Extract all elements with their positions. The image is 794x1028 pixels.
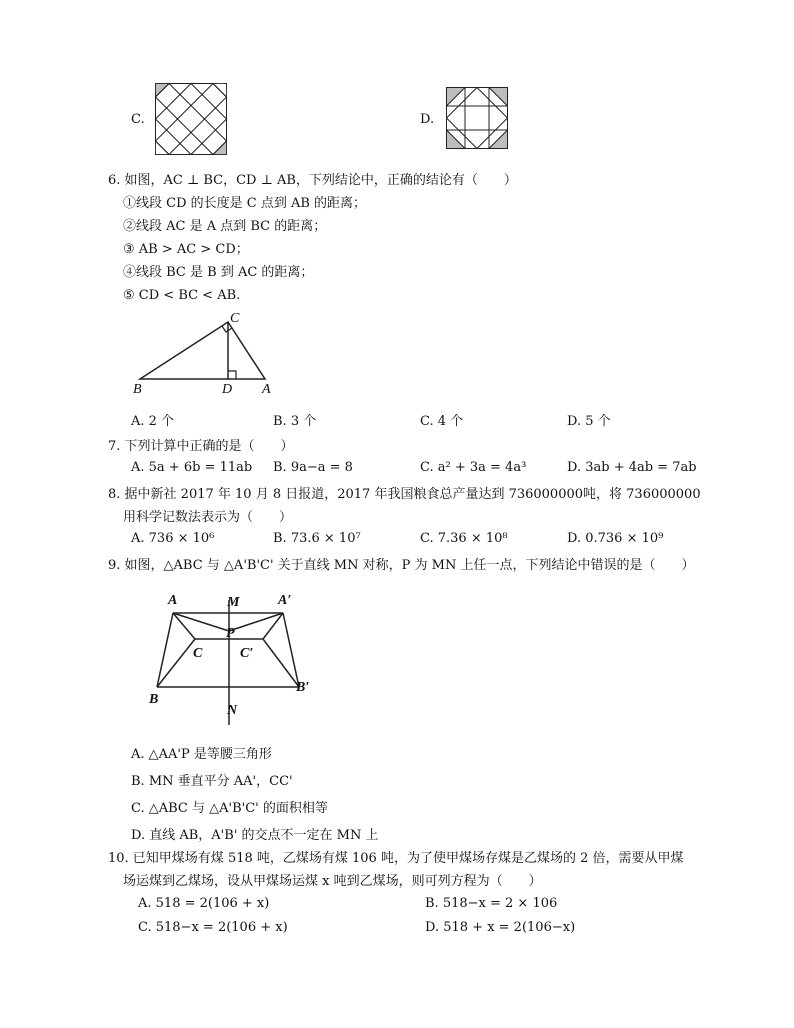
q10-option-d: D. 518 + x = 2(106−x) — [425, 920, 576, 935]
q9-option-d: D. 直线 AB，A'B' 的交点不一定在 MN 上 — [131, 828, 379, 843]
q9-label-m: M — [227, 595, 240, 610]
q5-option-d-label: D. — [420, 112, 435, 127]
q6-stem: 6. 如图，AC ⊥ BC，CD ⊥ AB，下列结论中，正确的结论有（ ） — [108, 173, 517, 188]
q8-stem-line1: 8. 据中新社 2017 年 10 月 8 日报道，2017 年我国粮食总产量达到 736000000吨，将 736000000 — [108, 487, 701, 502]
q9-label-c: C — [193, 646, 203, 661]
q7-option-d: D. 3ab + 4ab = 7ab — [567, 460, 697, 475]
q9-label-a: A — [168, 593, 178, 608]
q6-statement-5: ⑤ CD < BC < AB. — [123, 288, 241, 303]
q6-option-a: A. 2 个 — [131, 414, 175, 429]
q7-option-b: B. 9a−a = 8 — [273, 460, 353, 475]
q6-option-c: C. 4 个 — [420, 414, 464, 429]
q9-label-b-prime: B′ — [296, 680, 310, 695]
q10-option-b: B. 518−x = 2 × 106 — [425, 896, 558, 911]
q9-option-c: C. △ABC 与 △A'B'C' 的面积相等 — [131, 801, 328, 816]
q5-option-c-figure — [155, 83, 227, 155]
q8-stem-line2: 用科学记数法表示为（ ） — [123, 510, 293, 525]
q10-stem-line1: 10. 已知甲煤场有煤 518 吨，乙煤场有煤 106 吨，为了使甲煤场存煤是乙煤场的 2 倍，需要从甲煤 — [108, 851, 684, 866]
q9-stem: 9. 如图，△ABC 与 △A'B'C' 关于直线 MN 对称，P 为 MN 上任一点，下列结论中错误的是（ ） — [108, 558, 695, 573]
q8-option-c: C. 7.36 × 10⁸ — [420, 531, 508, 546]
q6-label-d: D — [222, 382, 233, 397]
q9-label-c-prime: C′ — [240, 646, 254, 661]
q9-label-a-prime: A′ — [278, 593, 292, 608]
q9-label-p: P — [226, 626, 235, 641]
q10-stem-line2: 场运煤到乙煤场，设从甲煤场运煤 x 吨到乙煤场，则可列方程为（ ） — [123, 874, 542, 889]
q6-option-d: D. 5 个 — [567, 414, 611, 429]
q6-label-a: A — [262, 382, 271, 397]
q7-stem: 7. 下列计算中正确的是（ ） — [108, 439, 294, 454]
q6-label-b: B — [133, 382, 142, 397]
q6-statement-4: ④线段 BC 是 B 到 AC 的距离； — [123, 265, 314, 280]
q7-option-a: A. 5a + 6b = 11ab — [131, 460, 253, 475]
q8-option-a: A. 736 × 10⁶ — [131, 531, 215, 546]
q6-statement-2: ②线段 AC 是 A 点到 BC 的距离； — [123, 219, 327, 234]
q6-label-c: C — [230, 311, 240, 326]
q5-option-c-label: C. — [131, 112, 145, 127]
q8-option-b: B. 73.6 × 10⁷ — [273, 531, 361, 546]
q8-option-d: D. 0.736 × 10⁹ — [567, 531, 664, 546]
q10-option-c: C. 518−x = 2(106 + x) — [138, 920, 288, 935]
q9-label-n: N — [227, 703, 238, 718]
q9-label-b: B — [149, 692, 159, 707]
q6-option-b: B. 3 个 — [273, 414, 317, 429]
q5-option-d-figure — [446, 87, 508, 149]
q6-statement-3: ③ AB > AC > CD； — [123, 242, 249, 257]
q10-option-a: A. 518 = 2(106 + x) — [138, 896, 270, 911]
q9-option-b: B. MN 垂直平分 AA'，CC' — [131, 774, 293, 789]
q7-option-c: C. a² + 3a = 4a³ — [420, 460, 527, 475]
q9-option-a: A. △AA'P 是等腰三角形 — [131, 747, 272, 762]
q6-statement-1: ①线段 CD 的长度是 C 点到 AB 的距离； — [123, 196, 367, 211]
